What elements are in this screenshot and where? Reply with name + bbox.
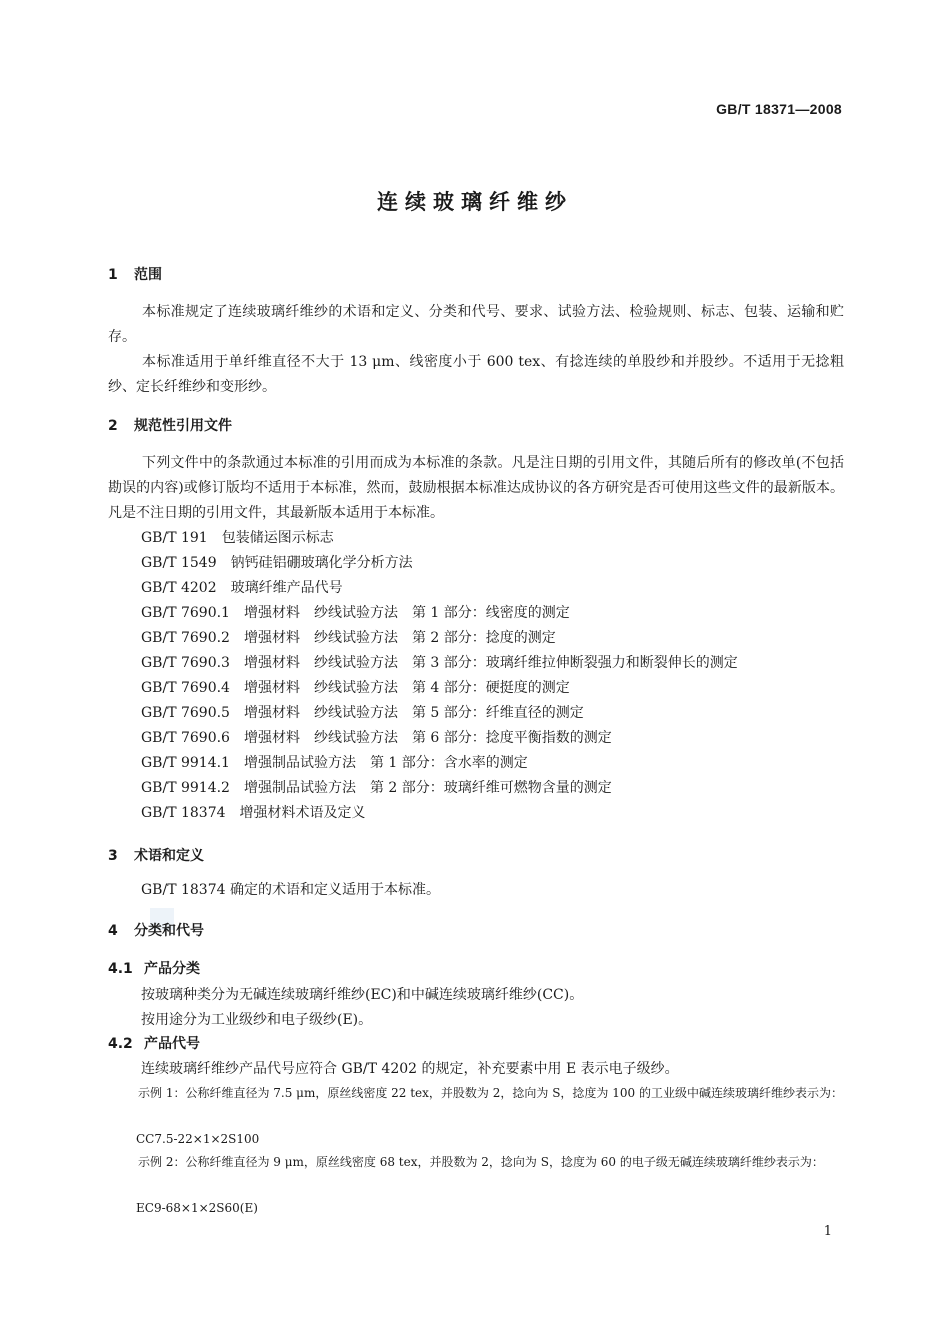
subsection-number: 4.2: [108, 1036, 133, 1052]
example-text: 示例 1：公称纤维直径为 7.5 μm，原丝线密度 22 tex，并股数为 2，捻向为 S，捻度为 100 的工业级中碱连续玻璃纤维纱表示为：: [138, 1086, 843, 1100]
paragraph: 按用途分为工业级纱和电子级纱(E)。: [141, 1012, 373, 1028]
reference-item: GB/T 1549 钠钙硅铝硼玻璃化学分析方法: [141, 555, 413, 571]
reference-item: GB/T 7690.1 增强材料 纱线试验方法 第 1 部分：线密度的测定: [141, 605, 570, 621]
section-2-heading: [108, 415, 232, 435]
reference-item: GB/T 7690.5 增强材料 纱线试验方法 第 5 部分：纤维直径的测定: [141, 705, 584, 721]
paragraph: 下列文件中的条款通过本标准的引用而成为本标准的条款。凡是注日期的引用文件，其随后所有的修改单(不包括勘误的内容)或修订版均不适用于本标准，然而，鼓励根据本标准达成协议的各方研究是否可使用这些文件的最新版本。凡是不注日期的引用文件，其最新版本适用于本标准。: [108, 455, 844, 521]
reference-item: GB/T 191 包装储运图示标志: [141, 530, 334, 546]
subsection-title: 产品代号: [144, 1036, 200, 1052]
subsection-4-1-heading: [108, 958, 200, 978]
section-number: 4: [108, 923, 118, 939]
reference-item: GB/T 7690.3 增强材料 纱线试验方法 第 3 部分：玻璃纤维拉伸断裂强力和断裂伸长的测定: [141, 655, 738, 671]
section-number: 3: [108, 848, 118, 864]
paragraph: GB/T 18374 确定的术语和定义适用于本标准。: [141, 882, 440, 898]
standard-number: GB/T 18371—2008: [716, 101, 842, 117]
section-number: 2: [108, 418, 118, 434]
section-title: 术语和定义: [134, 848, 204, 864]
reference-item: GB/T 9914.2 增强制品试验方法 第 2 部分：玻璃纤维可燃物含量的测定: [141, 780, 612, 796]
subsection-title: 产品分类: [144, 961, 200, 977]
example-code: CC7.5-22×1×2S100: [136, 1132, 260, 1146]
reference-item: GB/T 18374 增强材料术语及定义: [141, 805, 366, 821]
reference-item: GB/T 7690.6 增强材料 纱线试验方法 第 6 部分：捻度平衡指数的测定: [141, 730, 612, 746]
subsection-number: 4.1: [108, 961, 133, 977]
paragraph: 连续玻璃纤维纱产品代号应符合 GB/T 4202 的规定，补充要素中用 E 表示电子级纱。: [141, 1061, 679, 1077]
subsection-4-2-heading: [108, 1033, 200, 1053]
section-number: 1: [108, 267, 118, 283]
page-number: 1: [823, 1224, 832, 1239]
reference-item: GB/T 7690.4 增强材料 纱线试验方法 第 4 部分：硬挺度的测定: [141, 680, 570, 696]
section-title: 规范性引用文件: [134, 418, 232, 434]
section-1-heading: [108, 264, 162, 284]
section-3-heading: [108, 845, 204, 865]
paragraph: 按玻璃种类分为无碱连续玻璃纤维纱(EC)和中碱连续玻璃纤维纱(CC)。: [141, 987, 584, 1003]
paragraph: 本标准规定了连续玻璃纤维纱的术语和定义、分类和代号、要求、试验方法、检验规则、标志、包装、运输和贮存。: [108, 304, 844, 345]
example-code: EC9-68×1×2S60(E): [136, 1201, 258, 1215]
section-title: 范围: [134, 267, 162, 283]
example-text: 示例 2：公称纤维直径为 9 μm，原丝线密度 68 tex，并股数为 2，捻向为 S，捻度为 60 的电子级无碱连续玻璃纤维纱表示为：: [138, 1155, 824, 1169]
reference-item: GB/T 4202 玻璃纤维产品代号: [141, 580, 343, 596]
section-title: 分类和代号: [134, 923, 204, 939]
section-4-heading: [108, 920, 204, 940]
reference-item: GB/T 9914.1 增强制品试验方法 第 1 部分：含水率的测定: [141, 755, 528, 771]
reference-item: GB/T 7690.2 增强材料 纱线试验方法 第 2 部分：捻度的测定: [141, 630, 556, 646]
document-title: 连续玻璃纤维纱: [377, 190, 573, 214]
paragraph: 本标准适用于单纤维直径不大于 13 μm、线密度小于 600 tex、有捻连续的单股纱和并股纱。不适用于无捻粗纱、定长纤维纱和变形纱。: [108, 354, 844, 395]
